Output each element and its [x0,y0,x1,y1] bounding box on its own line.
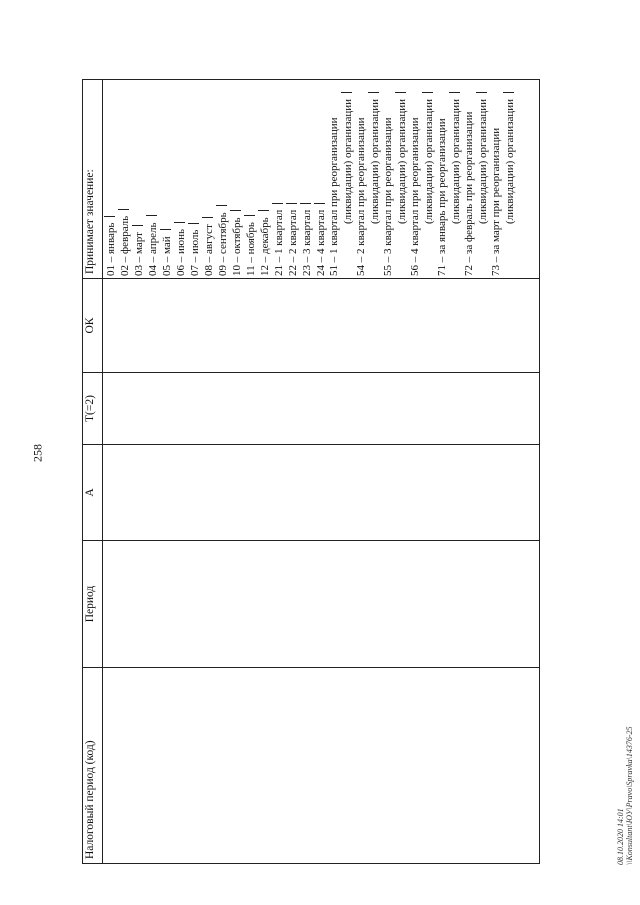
value-item [382,82,395,276]
value-item [146,82,160,276]
value-item [314,82,328,276]
value-code-label: 54 – 2 квартал при реорганизации [355,117,367,276]
checkbox-mark-icon [146,215,157,216]
value-continuation-label: (ликвидации) организации [477,98,489,224]
value-continuation [422,82,436,276]
value-item [272,82,286,276]
value-item [244,82,258,276]
value-item [216,82,230,276]
tax-period-table [82,79,540,864]
value-continuation [449,82,463,276]
checkbox-mark-icon [422,92,433,93]
value-item [463,82,476,276]
value-continuation-label: (ликвидации) организации [369,98,381,224]
value-code-label: 71 – за январь при реорганизации [436,118,448,276]
table-header-row [83,80,103,864]
value-item [355,82,368,276]
value-code-label: 05 – май [161,236,173,276]
value-code-label: 21 – 1 квартал [273,209,285,276]
value-code-label: 72 – за февраль при реорганизации [463,111,475,276]
value-item [258,82,272,276]
rotated-table-container [82,80,540,864]
value-item [104,82,118,276]
checkbox-mark-icon [258,210,269,211]
cell-a [103,445,540,541]
footer-path: \\Konsultant\ЮУ\Pravo\Spravka\14376-25 [625,726,634,865]
value-code-label: 12 – декабрь [259,217,271,276]
value-continuation [368,82,382,276]
value-continuation [341,82,355,276]
cell-period [103,541,540,668]
value-code-label: 55 – 3 квартал при реорганизации [382,117,394,276]
value-continuation [395,82,409,276]
page-number: 258 [30,444,45,462]
value-code-label: 73 – за март при реорганизации [490,127,502,276]
checkbox-mark-icon [286,203,297,204]
checkbox-mark-icon [395,92,406,93]
checkbox-mark-icon [132,225,143,226]
checkbox-mark-icon [314,203,325,204]
value-code-label: 11 – ноябрь [245,222,257,276]
value-continuation-label: (ликвидации) организации [450,98,462,224]
header-period: Период [83,541,103,668]
value-continuation-label: (ликвидации) организации [504,98,516,224]
value-item [160,82,174,276]
cell-values-list [103,80,540,279]
checkbox-mark-icon [160,229,171,230]
value-item [409,82,422,276]
value-code-label: 06 – июнь [175,228,187,276]
value-item [328,82,341,276]
footer-stamp [616,705,634,865]
checkbox-mark-icon [104,216,115,217]
value-code-label: 51 – 1 квартал при реорганизации [328,117,340,276]
checkbox-mark-icon [476,92,487,93]
value-code-label: 04 – апрель [147,222,159,276]
checkbox-mark-icon [188,223,199,224]
value-item [300,82,314,276]
cell-t [103,373,540,445]
header-a: А [83,445,103,541]
checkbox-mark-icon [272,203,283,204]
checkbox-mark-icon [230,210,241,211]
value-code-label: 23 – 3 квартал [301,209,313,276]
checkbox-mark-icon [300,203,311,204]
value-code-label: 07 – июль [189,229,201,276]
value-item [174,82,188,276]
value-code-label: 03 – март [133,232,145,276]
value-continuation [476,82,490,276]
value-item [188,82,202,276]
header-values: Принимает значение: [83,80,103,279]
checkbox-mark-icon [368,92,379,93]
value-code-label: 56 – 4 квартал при реорганизации [409,117,421,276]
value-continuation-label: (ликвидации) организации [396,98,408,224]
table-row [103,80,540,864]
value-code-label: 10 – октябрь [231,217,243,276]
header-tax-period: Налоговый период (код) [83,668,103,864]
value-code-label: 01 – январь [105,222,117,276]
checkbox-mark-icon [449,92,460,93]
value-item [118,82,132,276]
cell-tax-period [103,668,540,864]
checkbox-mark-icon [216,205,227,206]
value-code-label: 09 – сентябрь [217,212,229,276]
value-item [490,82,503,276]
checkbox-mark-icon [244,215,255,216]
checkbox-mark-icon [174,222,185,223]
header-ok: ОК [83,279,103,373]
header-t: T(=2) [83,373,103,445]
value-code-label: 24 – 4 квартал [315,209,327,276]
value-continuation-label: (ликвидации) организации [423,98,435,224]
footer-date: 08.10.2020 14:01 [616,808,625,865]
value-code-label: 22 – 2 квартал [287,209,299,276]
value-code-label: 02 – февраль [119,215,131,276]
value-item [132,82,146,276]
value-code-label: 08 – август [203,224,215,276]
cell-ok [103,279,540,373]
value-item [230,82,244,276]
checkbox-mark-icon [341,92,352,93]
checkbox-mark-icon [202,217,213,218]
value-item [286,82,300,276]
value-continuation-label: (ликвидации) организации [342,98,354,224]
value-item [202,82,216,276]
checkbox-mark-icon [503,92,514,93]
checkbox-mark-icon [118,209,129,210]
value-continuation [503,82,517,276]
value-item [436,82,449,276]
